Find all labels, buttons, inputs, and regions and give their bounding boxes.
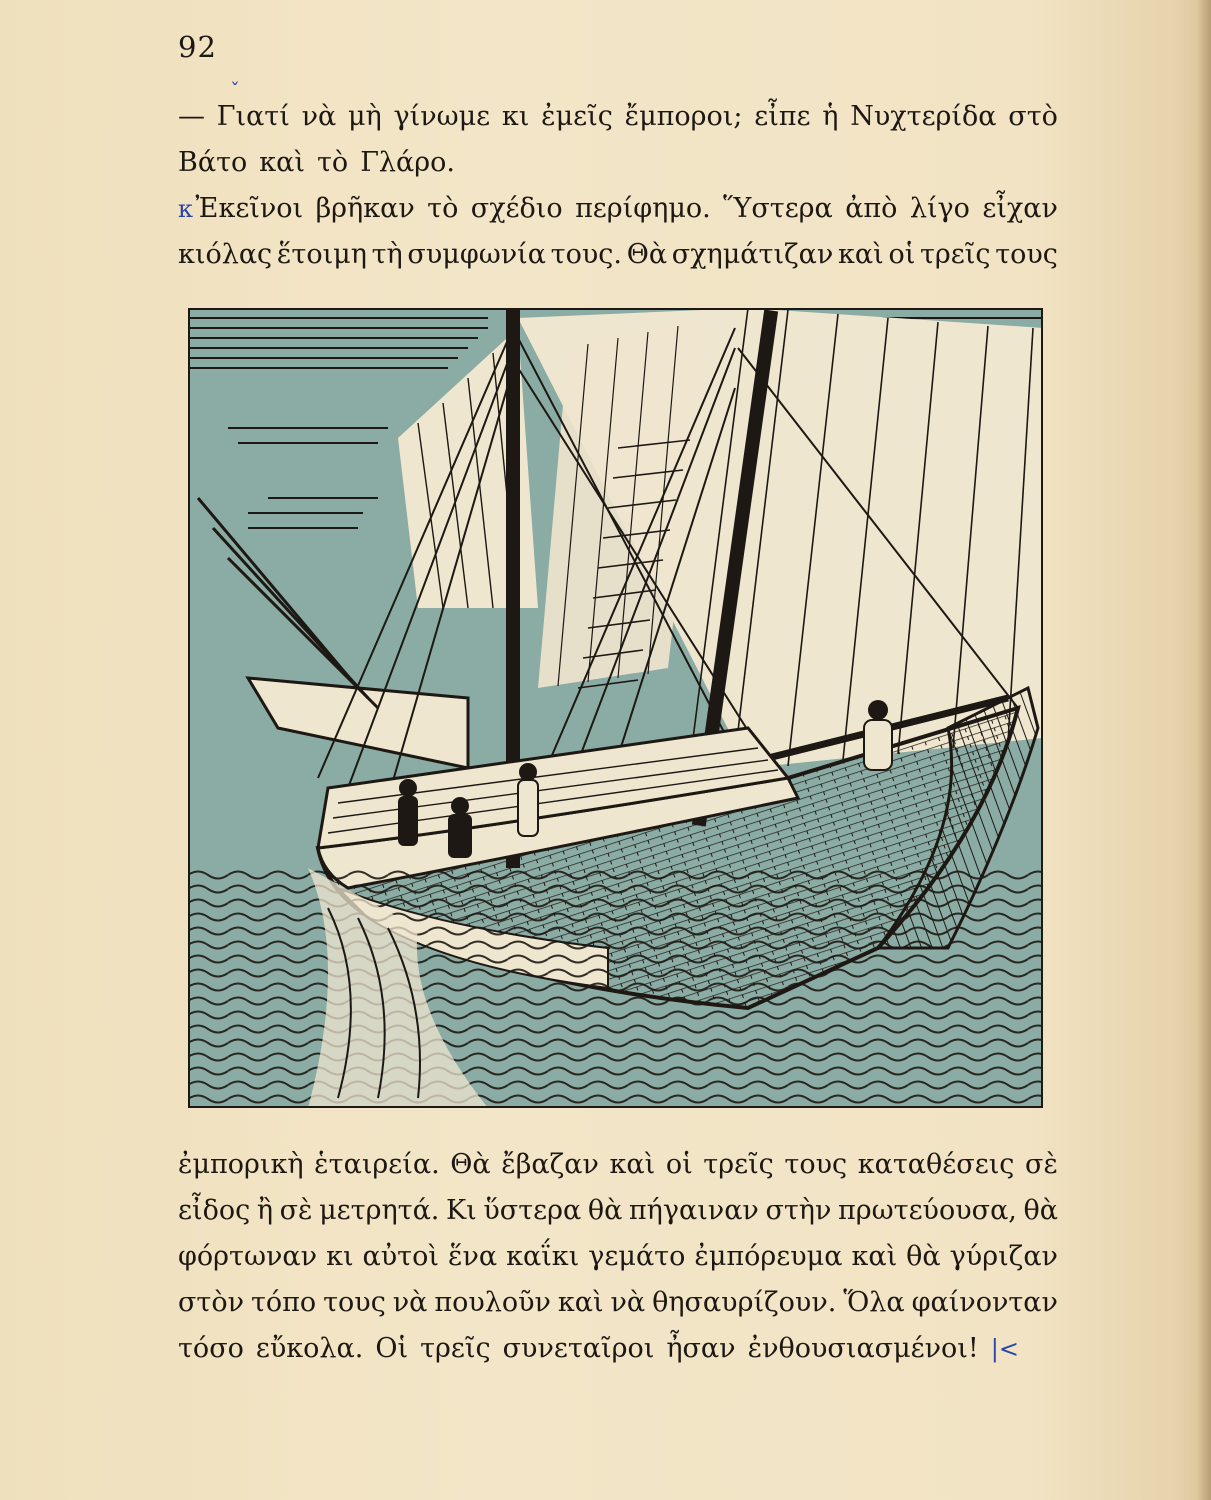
word: Γλάρο.: [360, 147, 455, 178]
paragraph-top: [178, 94, 1058, 278]
word: μετρητά.: [319, 1195, 440, 1226]
word: ἕτοιμη: [276, 239, 367, 270]
word: αὐτοὶ: [362, 1241, 439, 1272]
word: γεμάτο: [588, 1241, 686, 1272]
pencil-end-mark: |<: [990, 1335, 1019, 1363]
text-line: [178, 1234, 1058, 1280]
word: θὰ: [1023, 1195, 1058, 1226]
ship-woodcut: [188, 308, 1043, 1108]
word: ἐνθουσιασμένοι!: [747, 1333, 979, 1364]
word: καὶ: [609, 1149, 656, 1180]
word: ἑταιρεία.: [314, 1149, 440, 1180]
word: λίγο: [909, 193, 970, 224]
word: φόρτωναν: [178, 1241, 318, 1272]
word: Ὕστερα: [723, 193, 833, 224]
word: τρεῖς: [420, 1333, 491, 1364]
text-line: [178, 186, 1058, 232]
word: τους: [323, 1287, 386, 1318]
word: τὴ: [371, 239, 403, 270]
sea-waves: [188, 868, 1043, 1108]
word: καὶ: [557, 1287, 604, 1318]
word: καὶ: [851, 1241, 898, 1272]
word: τους: [784, 1149, 848, 1180]
word: θὰ: [587, 1195, 623, 1226]
paragraph-bottom: [178, 1142, 1058, 1372]
word: βρῆκαν: [315, 193, 415, 224]
word: Βάτο: [178, 147, 248, 178]
word: Νυχτερίδα: [850, 101, 997, 132]
word: καὶ: [838, 239, 884, 270]
word: τὸ: [316, 147, 349, 178]
word: σχέδιο: [470, 193, 563, 224]
word: γύριζαν: [949, 1241, 1058, 1272]
word: μὴ: [347, 101, 382, 132]
word: νὰ: [301, 101, 337, 132]
word: Ἐκεῖνοι: [195, 193, 304, 224]
word: συμφωνία: [407, 239, 546, 270]
text-line: [178, 94, 1058, 140]
word: Ὅλα: [843, 1287, 905, 1318]
word: Οἱ: [375, 1333, 409, 1364]
word: ἐμπόρευμα: [694, 1241, 843, 1272]
word: τους: [995, 239, 1058, 270]
word: ὕστερα: [483, 1195, 582, 1226]
word: εἶδος: [178, 1195, 251, 1226]
word: εἶπε: [754, 101, 811, 132]
word: ἐμπορικὴ: [178, 1149, 304, 1180]
pencil-mark-top: ˇ: [230, 78, 240, 102]
word: ἡ: [822, 101, 839, 132]
word: θησαυρίζουν.: [652, 1287, 837, 1318]
word: Θὰ: [450, 1149, 491, 1180]
word: στὸ: [1008, 101, 1058, 132]
text-line: [178, 1142, 1058, 1188]
word: νὰ: [392, 1287, 428, 1318]
word: εἶχαν: [982, 193, 1058, 224]
word: κι: [326, 1241, 354, 1272]
word: πρωτεύουσα,: [838, 1195, 1017, 1226]
text-line: [178, 1280, 1058, 1326]
word: ἕνα: [447, 1241, 498, 1272]
word: φαίνονταν: [911, 1287, 1058, 1318]
page-number: 92: [178, 30, 217, 64]
word: κι: [501, 101, 530, 132]
word: σχημάτιζαν: [671, 239, 834, 270]
word: καταθέσεις: [857, 1149, 1015, 1180]
text-line: [178, 1188, 1058, 1234]
text-line: [178, 140, 1058, 186]
word: ἐμεῖς: [541, 101, 613, 132]
word: Κι: [445, 1195, 477, 1226]
word: εὔκολα.: [255, 1333, 364, 1364]
word: ἦσαν: [666, 1333, 736, 1364]
schooner-illustration: [188, 308, 1043, 1108]
word: περίφημο.: [575, 193, 711, 224]
word: θὰ: [906, 1241, 941, 1272]
word: οἱ: [888, 239, 916, 270]
text-line: [178, 1326, 1058, 1372]
word: ἔβαζαν: [501, 1149, 599, 1180]
word: τόπο: [250, 1287, 317, 1318]
word: τὸ: [427, 193, 459, 224]
word: συνεταῖροι: [502, 1333, 655, 1364]
word: ἔμποροι;: [624, 101, 743, 132]
word: οἱ: [665, 1149, 693, 1180]
word: στὴν: [765, 1195, 832, 1226]
page-gutter-shadow: [1197, 0, 1211, 1500]
word: γίνωμε: [393, 101, 491, 132]
word: Θὰ: [626, 239, 668, 270]
word: καΐκι: [506, 1241, 580, 1272]
word: τους.: [550, 239, 622, 270]
word: —: [178, 101, 205, 132]
word: ἢ: [256, 1195, 273, 1226]
word: τρεῖς: [919, 239, 991, 270]
word: καὶ: [259, 147, 305, 178]
word: κιόλας: [178, 239, 273, 270]
word: τρεῖς: [703, 1149, 774, 1180]
text-line: [178, 232, 1058, 278]
word: Γιατί: [216, 101, 290, 132]
word: ἀπὸ: [845, 193, 898, 224]
word: πήγαιναν: [628, 1195, 759, 1226]
word: πουλοῦν: [434, 1287, 551, 1318]
word: στὸν: [178, 1287, 245, 1318]
word: τόσο: [178, 1333, 244, 1364]
word: νὰ: [610, 1287, 646, 1318]
word: σὲ: [279, 1195, 313, 1226]
pencil-paragraph-mark: κ: [178, 195, 193, 223]
word: σὲ: [1025, 1149, 1058, 1180]
